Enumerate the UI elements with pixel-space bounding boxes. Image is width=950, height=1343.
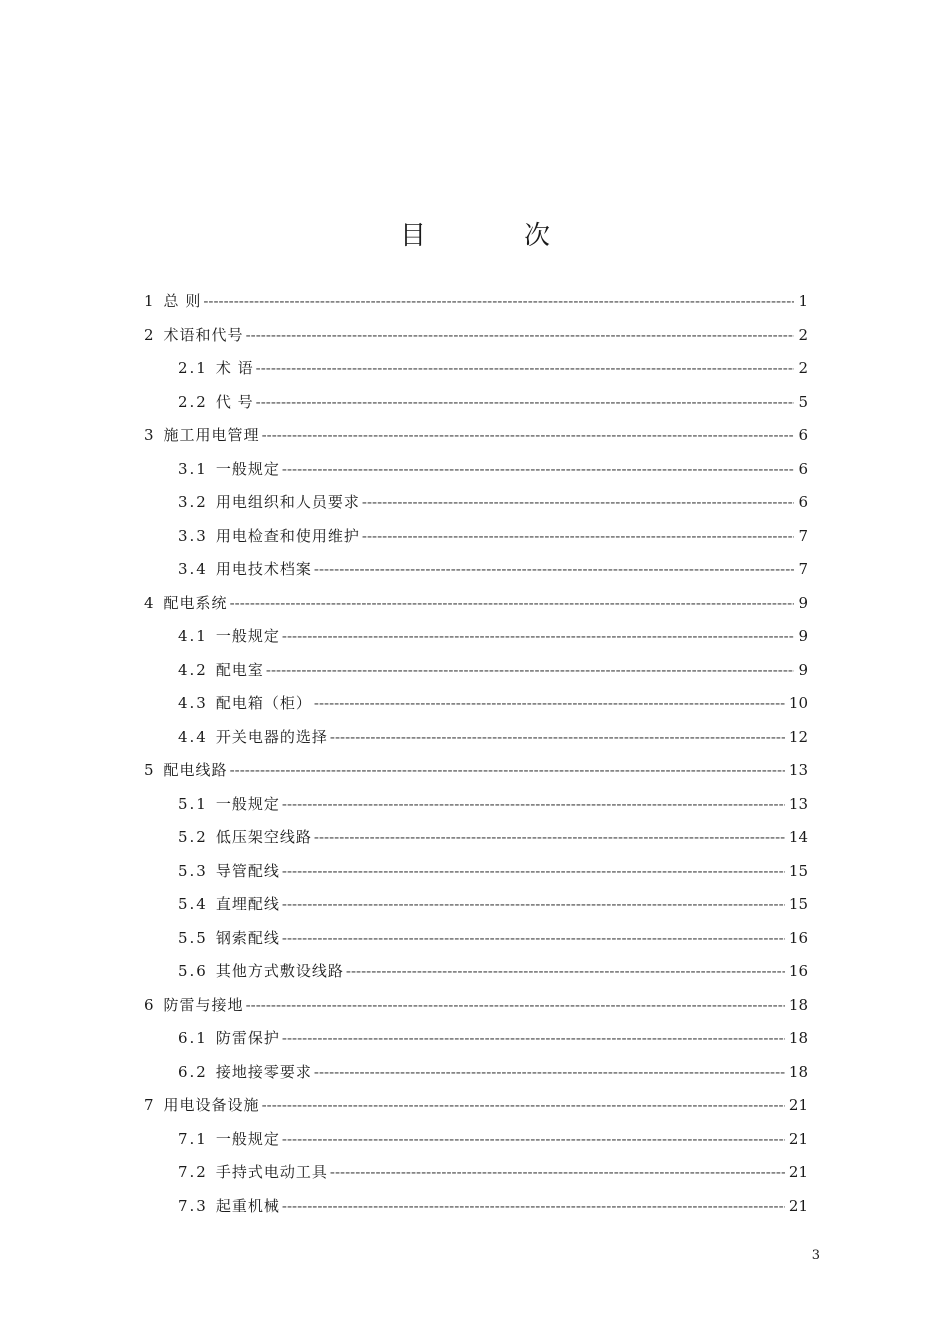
page-number: 3 [811, 1248, 820, 1263]
toc-entry[interactable] [144, 788, 808, 822]
toc-entry-number: 4.1 [178, 627, 208, 645]
toc-entry-page: 16 [788, 962, 808, 980]
toc-entry-number: 7.3 [178, 1196, 208, 1215]
toc-entry-label: 开关电器的选择 [215, 727, 328, 746]
toc-entry[interactable] [144, 654, 808, 688]
toc-entry-page: 18 [788, 1062, 808, 1081]
toc-entry-page: 18 [788, 995, 808, 1014]
toc-entry-page: 15 [788, 895, 808, 913]
toc-entry-label: 其他方式敷设线路 [215, 962, 344, 980]
toc-leader-line [314, 553, 794, 587]
toc-entry-number: 3.4 [178, 560, 208, 578]
toc-leader-line [346, 955, 785, 989]
toc-entry-label: 用电设备设施 [163, 1096, 260, 1114]
toc-leader-line [282, 620, 794, 654]
toc-entry[interactable] [144, 587, 808, 621]
toc-entry-number: 5.3 [178, 861, 208, 880]
toc-leader-line [282, 1123, 785, 1157]
toc-entry-label: 防雷与接地 [163, 995, 244, 1014]
toc-entry-page: 21 [788, 1096, 808, 1114]
toc-entry-label: 一般规定 [215, 1129, 280, 1148]
toc-entry[interactable] [144, 1123, 808, 1157]
toc-entry-page: 9 [798, 627, 808, 645]
toc-entry-number: 1 [144, 292, 156, 310]
toc-entry-number: 6 [144, 995, 156, 1014]
toc-leader-line [314, 1056, 785, 1090]
toc-entry-number: 5.5 [178, 928, 208, 947]
toc-entry-number: 3.1 [178, 459, 208, 478]
toc-leader-line [230, 754, 785, 788]
toc-entry[interactable] [144, 955, 808, 989]
toc-entry-label: 防雷保护 [215, 1029, 280, 1047]
toc-entry-label: 施工用电管理 [163, 426, 260, 444]
toc-leader-line [362, 520, 794, 554]
toc-entry-label: 用电技术档案 [215, 560, 312, 578]
toc-entry-number: 3.2 [178, 493, 208, 511]
page-title: 目 次 [399, 221, 586, 251]
toc-entry[interactable] [144, 888, 808, 922]
toc-entry-label: 配电箱（柜） [215, 694, 312, 712]
toc-entry-page: 15 [788, 861, 808, 880]
toc-entry-label: 用电组织和人员要求 [215, 493, 360, 511]
toc-leader-line [314, 821, 785, 855]
toc-entry-number: 5.2 [178, 828, 208, 846]
toc-entry-page: 2 [798, 359, 808, 377]
toc-leader-line [314, 687, 785, 721]
toc-entry-label: 接地接零要求 [215, 1062, 312, 1081]
toc-entry-number: 3 [144, 426, 156, 444]
toc-entry[interactable] [144, 1156, 808, 1190]
toc-entry-label: 一般规定 [215, 794, 280, 813]
toc-entry[interactable] [144, 1190, 808, 1224]
toc-entry-page: 2 [798, 325, 808, 344]
toc-entry-page: 18 [788, 1029, 808, 1047]
toc-entry[interactable] [144, 419, 808, 453]
toc-entry[interactable] [144, 821, 808, 855]
toc-entry-label: 配电系统 [163, 593, 228, 612]
toc-entry-label: 手持式电动工具 [215, 1163, 328, 1181]
toc-leader-line [246, 319, 794, 353]
toc-entry[interactable] [144, 754, 808, 788]
toc-entry[interactable] [144, 520, 808, 554]
toc-entry[interactable] [144, 687, 808, 721]
toc-leader-line [330, 1156, 785, 1190]
toc-entry-label: 起重机械 [215, 1196, 280, 1215]
toc-entry-label: 钢索配线 [215, 928, 280, 947]
toc-entry-number: 7.2 [178, 1163, 208, 1181]
toc-entry[interactable] [144, 352, 808, 386]
toc-entry-label: 术语和代号 [163, 325, 244, 344]
toc-entry-label: 代 号 [215, 392, 254, 411]
toc-entry[interactable] [144, 1089, 808, 1123]
toc-entry-label: 一般规定 [215, 627, 280, 645]
toc-entry-page: 14 [788, 828, 808, 846]
toc-leader-line [230, 587, 794, 621]
toc-entry[interactable] [144, 922, 808, 956]
toc-entry-number: 2 [144, 325, 156, 344]
toc-entry-page: 1 [798, 292, 808, 310]
toc-entry[interactable] [144, 285, 808, 319]
toc-entry-label: 术 语 [215, 359, 254, 377]
toc-leader-line [282, 855, 785, 889]
toc-entry-label: 用电检查和使用维护 [215, 526, 360, 545]
toc-entry-number: 6.2 [178, 1062, 208, 1081]
toc-entry-number: 3.3 [178, 526, 208, 545]
toc-entry-label: 配电线路 [163, 761, 228, 779]
toc-entry-page: 16 [788, 928, 808, 947]
toc-entry-label: 直埋配线 [215, 895, 280, 913]
toc-leader-line [262, 1089, 785, 1123]
toc-entry-page: 6 [798, 493, 808, 511]
toc-leader-line [256, 386, 794, 420]
toc-entry-page: 9 [798, 593, 808, 612]
toc-entry[interactable] [144, 721, 808, 755]
toc-entry[interactable] [144, 319, 808, 353]
toc-entry-page: 6 [798, 426, 808, 444]
toc-entry-page: 12 [788, 727, 808, 746]
toc-entry-page: 5 [798, 392, 808, 411]
toc-entry-number: 5 [144, 761, 156, 779]
toc-leader-line [282, 922, 785, 956]
toc-entry-number: 2.2 [178, 392, 208, 411]
toc-entry-number: 4.2 [178, 660, 208, 679]
toc-entry-page: 10 [788, 694, 808, 712]
toc-entry-number: 4 [144, 593, 156, 612]
toc-entry-number: 7.1 [178, 1129, 208, 1148]
toc-leader-line [262, 419, 794, 453]
toc-entry-page: 7 [798, 560, 808, 578]
toc-entry-number: 2.1 [178, 359, 208, 377]
toc-entry-number: 5.1 [178, 794, 208, 813]
toc-entry-label: 低压架空线路 [215, 828, 312, 846]
toc-entry-number: 5.4 [178, 895, 208, 913]
toc-entry[interactable] [144, 989, 808, 1023]
toc-leader-line [282, 453, 794, 487]
toc-leader-line [330, 721, 785, 755]
toc-leader-line [282, 888, 785, 922]
toc-entry-number: 6.1 [178, 1029, 208, 1047]
toc-entry[interactable] [144, 1056, 808, 1090]
toc-leader-line [266, 654, 794, 688]
toc-leader-line [362, 486, 794, 520]
toc-leader-line [282, 1022, 785, 1056]
toc-entry-page: 7 [798, 526, 808, 545]
toc-leader-line [203, 285, 794, 319]
toc-entry[interactable] [144, 386, 808, 420]
toc-entry-page: 13 [788, 794, 808, 813]
toc-entry-label: 总 则 [163, 292, 202, 310]
toc-entry-page: 13 [788, 761, 808, 779]
toc-entry[interactable] [144, 553, 808, 587]
table-of-contents [144, 285, 808, 1223]
toc-entry-page: 21 [788, 1196, 808, 1215]
toc-entry-page: 9 [798, 660, 808, 679]
toc-leader-line [282, 788, 785, 822]
toc-entry[interactable] [144, 453, 808, 487]
toc-entry[interactable] [144, 1022, 808, 1056]
toc-entry-number: 7 [144, 1096, 156, 1114]
toc-entry-page: 21 [788, 1163, 808, 1181]
toc-entry-label: 配电室 [215, 660, 264, 679]
toc-entry-label: 导管配线 [215, 861, 280, 880]
toc-entry-number: 5.6 [178, 962, 208, 980]
toc-entry-number: 4.4 [178, 727, 208, 746]
toc-entry-page: 6 [798, 459, 808, 478]
toc-entry-number: 4.3 [178, 694, 208, 712]
toc-entry-page: 21 [788, 1129, 808, 1148]
toc-entry[interactable] [144, 620, 808, 654]
toc-entry-label: 一般规定 [215, 459, 280, 478]
toc-leader-line [246, 989, 785, 1023]
toc-entry[interactable] [144, 486, 808, 520]
toc-leader-line [282, 1190, 785, 1224]
toc-leader-line [256, 352, 794, 386]
toc-entry[interactable] [144, 855, 808, 889]
